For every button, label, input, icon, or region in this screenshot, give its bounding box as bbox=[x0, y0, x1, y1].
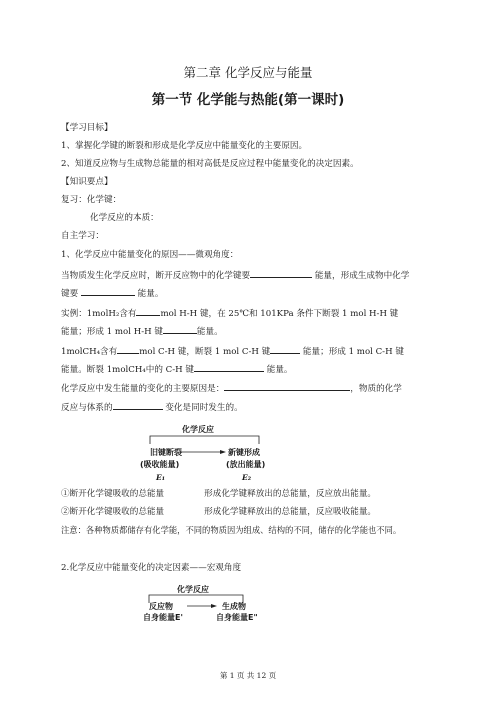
ex1-text-a: 实例：1molH₂含有 bbox=[61, 309, 137, 319]
macro-title: 2.化学反应中能量变化的决定因素——宏观角度 bbox=[61, 563, 242, 573]
bond-forming-label: 新键形成 bbox=[228, 448, 260, 457]
note-line: 注意：各种物质都储存有化学能，不同的物质因为组成、结构的不同，储存的化学能也不同。 bbox=[61, 525, 402, 535]
ex2-text-a: 能量；形成 1 mol H-H 键 bbox=[61, 327, 163, 337]
diagram-title: 化学反应 bbox=[182, 425, 214, 434]
rule-1-text-b: 形成化学键释放出的总能量，反应放出能量。 bbox=[204, 489, 377, 499]
p1-text-a: 当物质发生化学反应时，断开反应物中的化学键要 bbox=[61, 271, 251, 281]
e1-label: E₁ bbox=[156, 473, 166, 482]
reactants-energy-label: 自身能量E' bbox=[143, 613, 183, 622]
rule-2-text-b: 形成化学键释放出的总能量，反应吸收能量。 bbox=[204, 507, 377, 517]
ex2-text-b: 能量。 bbox=[196, 327, 223, 337]
products-energy-label: 自身能量E" bbox=[216, 613, 258, 622]
p1-text-b: 能量，形成生成物中化学 bbox=[314, 271, 410, 281]
essence-line: 化学反应的本质： bbox=[90, 213, 159, 223]
bond-breaking-label: 旧键断裂 bbox=[150, 448, 182, 457]
diagram-2-title: 化学反应 bbox=[177, 585, 209, 594]
objective-1: 1、掌握化学键的断裂和形成是化学反应中能量变化的主要原因。 bbox=[61, 141, 308, 151]
rule-2-text-a: ②断开化学键吸收的总能量 bbox=[61, 507, 165, 517]
objective-2: 2、知道反应物与生成物总能量的相对高低是反应过程中能量变化的决定因素。 bbox=[61, 159, 359, 169]
main2-text-b: 变化是同时发生的。 bbox=[165, 403, 243, 413]
rule-1-text-a: ①断开化学键吸收的总能量 bbox=[61, 489, 165, 499]
p2-text-a: 键要 bbox=[61, 289, 79, 299]
section-title: 第一节 化学能与热能(第一课时) bbox=[151, 92, 345, 108]
ex3-text-b: mol C-H 键，断裂 1 mol C-H 键 bbox=[139, 347, 271, 357]
ex3-text-a: 1molCH₄含有 bbox=[61, 347, 118, 357]
p2-text-b: 能量。 bbox=[137, 289, 164, 299]
arrow-head-icon bbox=[211, 604, 217, 608]
objectives-header: 【学习目标】 bbox=[61, 123, 113, 133]
chapter-title: 第二章 化学反应与能量 bbox=[183, 65, 313, 80]
page-footer: 第 1 页 共 12 页 bbox=[219, 671, 277, 680]
main2-text-a: 反应与体系的 bbox=[61, 403, 113, 413]
ex1-text-b: mol H-H 键，在 25℃和 101KPa 条件下断裂 1 mol H-H 键 bbox=[160, 309, 399, 319]
absorb-energy-label: (吸收能量) bbox=[140, 460, 180, 469]
self-study-line: 自主学习： bbox=[61, 231, 104, 241]
key-points-header: 【知识要点】 bbox=[61, 177, 113, 187]
e2-label: E₂ bbox=[242, 473, 252, 482]
main-text-a: 化学反应中发生能量的变化的主要原因是： bbox=[61, 384, 225, 394]
review-line: 复习：化学键： bbox=[61, 195, 122, 205]
reactants-label: 反应物 bbox=[149, 602, 173, 611]
products-label: 生成物 bbox=[222, 602, 246, 611]
cause-title: 1、化学反应中能量变化的原因——微观角度： bbox=[61, 250, 239, 260]
ex3-text-c: 能量；形成 1 mol C-H 键 bbox=[302, 347, 404, 357]
main-text-b: ，物质的化学 bbox=[350, 384, 402, 394]
release-energy-label: (放出能量) bbox=[226, 460, 266, 469]
ex4-text-a: 能量。断裂 1molCH₄中的 C-H 键 bbox=[61, 365, 194, 375]
ex4-text-b: 能量。 bbox=[266, 365, 293, 375]
